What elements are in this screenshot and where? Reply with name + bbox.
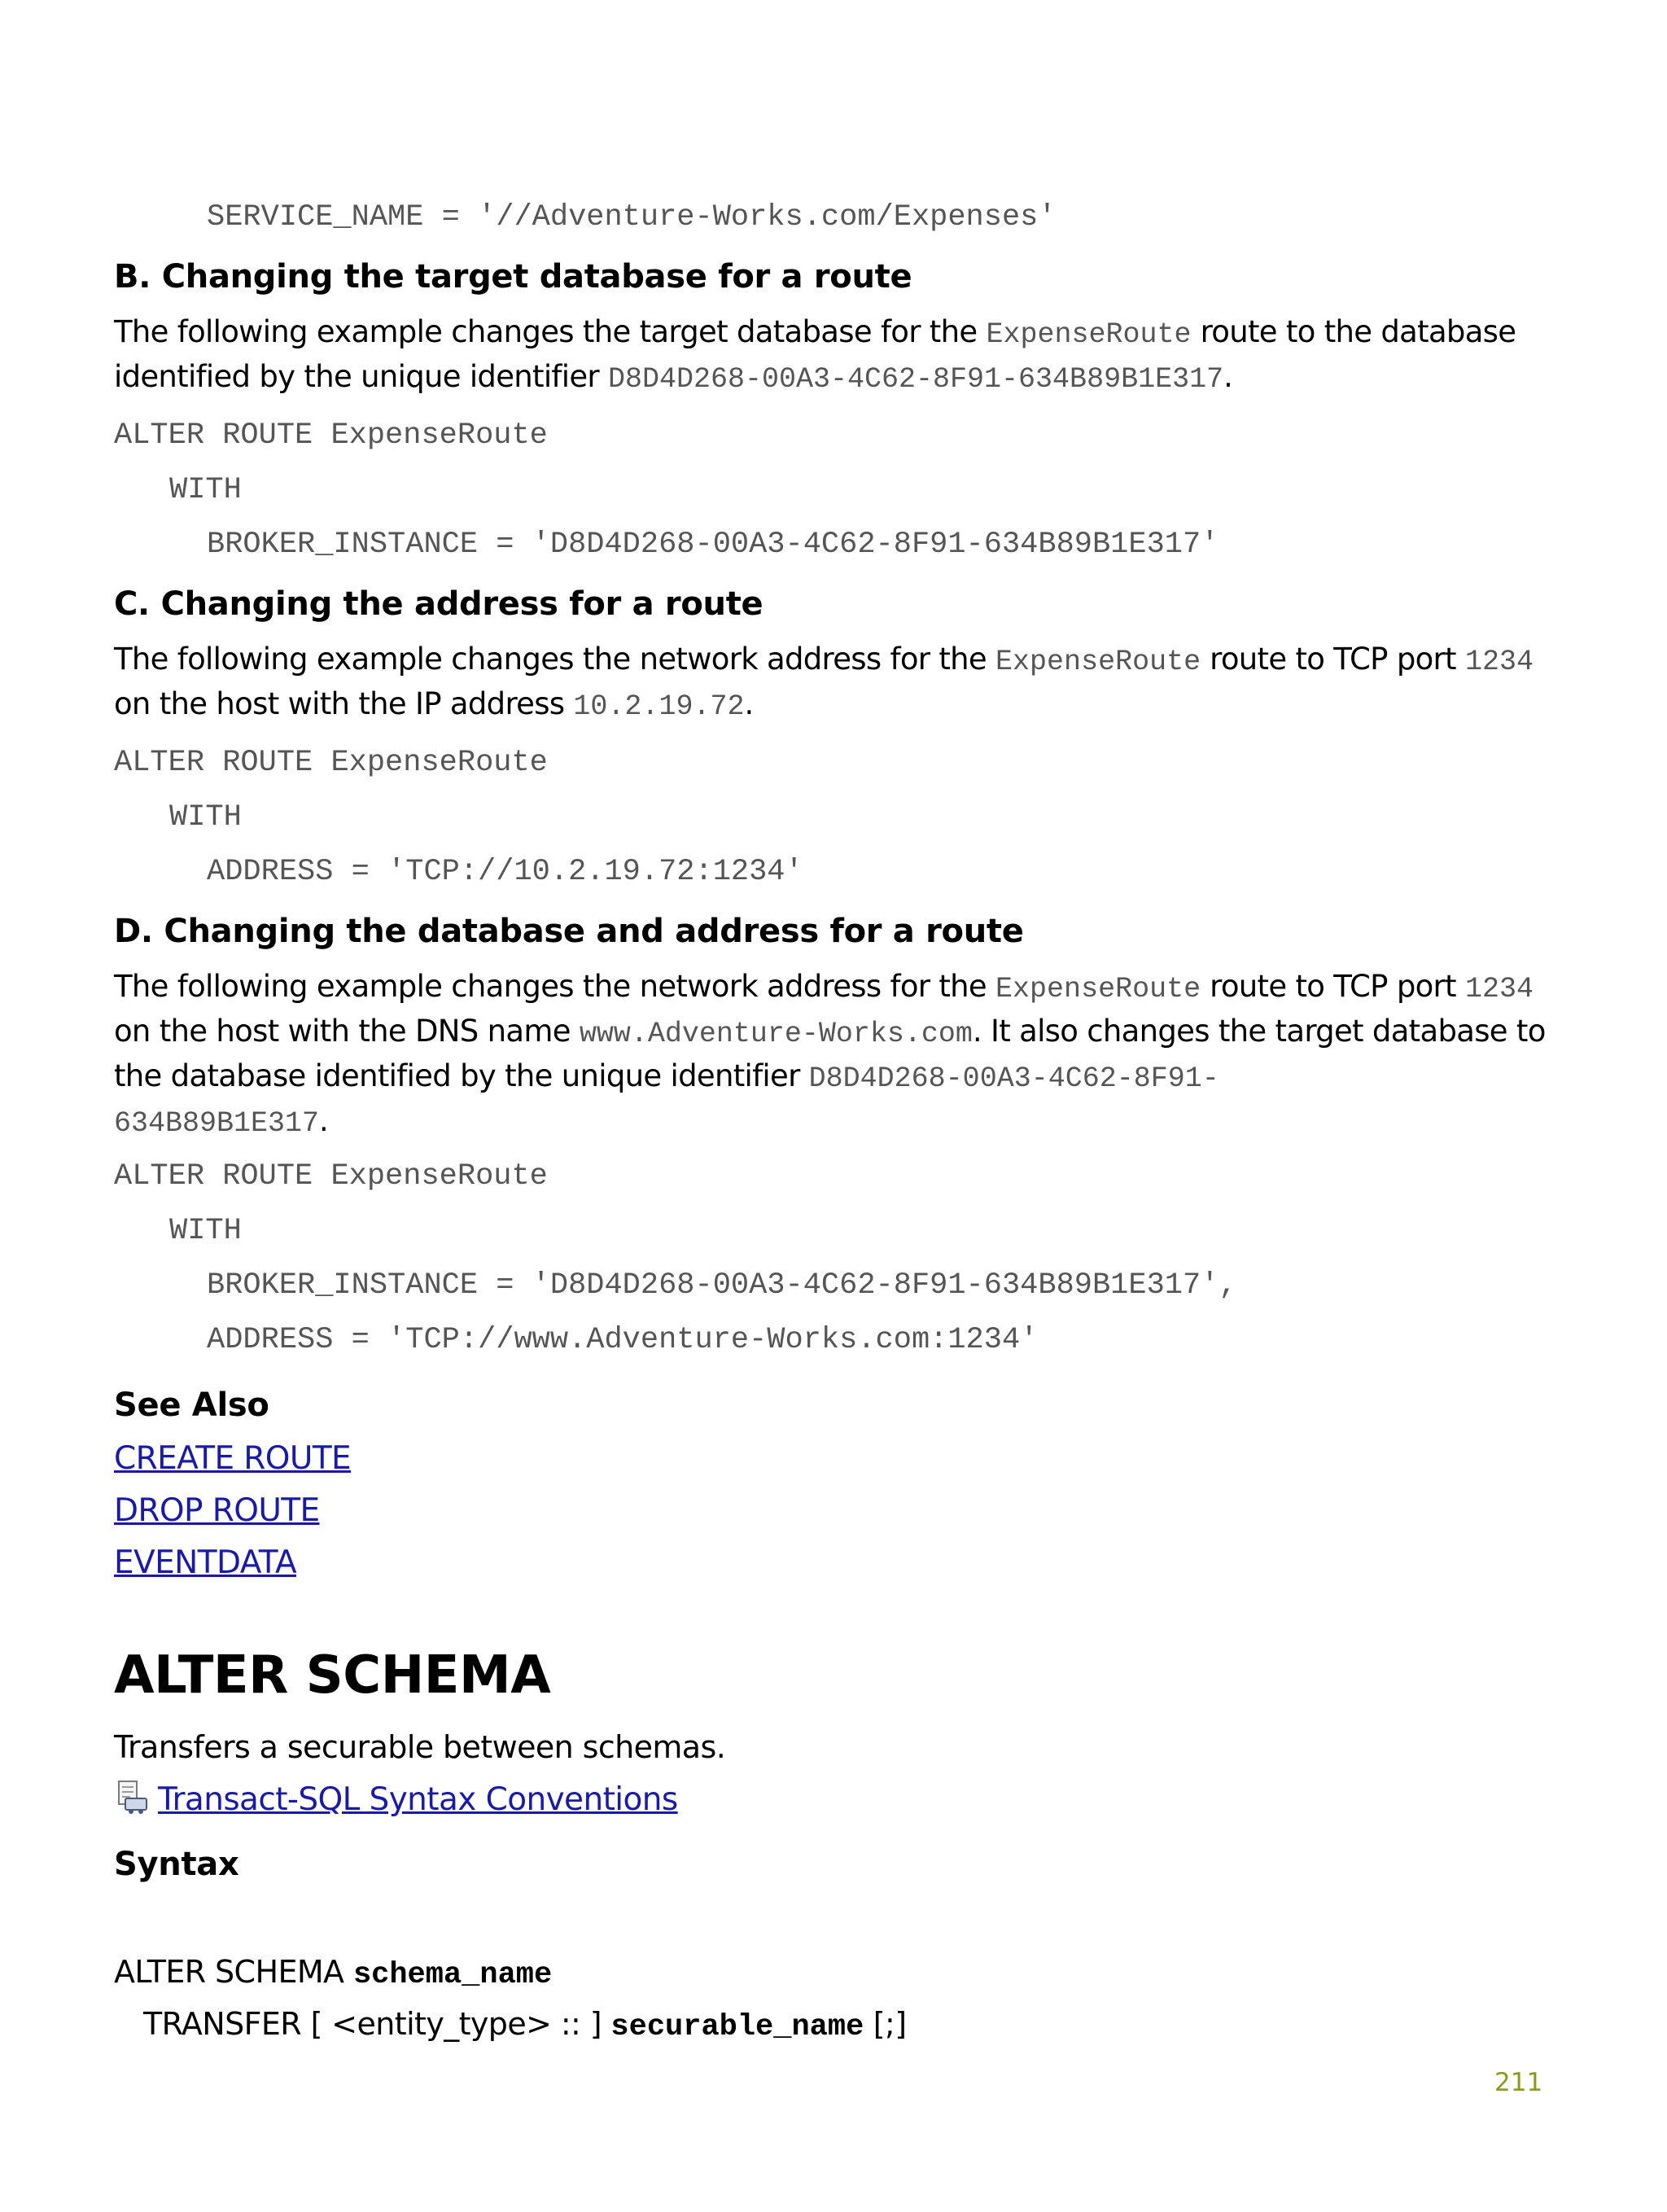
section-c-text-4: . bbox=[744, 686, 754, 721]
section-c-code-port: 1234 bbox=[1464, 646, 1534, 678]
section-b-code-line-2: WITH bbox=[169, 473, 242, 507]
syntax-line-2-end: [;] bbox=[864, 2006, 907, 2042]
syntax-heading: Syntax bbox=[114, 1846, 239, 1883]
section-d-paragraph bbox=[114, 966, 1547, 1145]
section-d-text-2: route to TCP port bbox=[1201, 969, 1465, 1004]
alter-schema-title: ALTER SCHEMA bbox=[114, 1645, 551, 1706]
section-d-code-dns: www.Adventure-Works.com bbox=[579, 1018, 973, 1050]
section-d-code-line-4: ADDRESS = 'TCP://www.Adventure-Works.com:1234' bbox=[207, 1323, 1039, 1357]
section-d-code-route: ExpenseRoute bbox=[995, 973, 1201, 1005]
link-drop-route[interactable]: DROP ROUTE bbox=[114, 1492, 320, 1529]
section-c-paragraph bbox=[114, 638, 1547, 728]
section-d-text-5: . bbox=[319, 1103, 329, 1138]
section-c-code-line-3: ADDRESS = 'TCP://10.2.19.72:1234' bbox=[207, 855, 803, 889]
section-d-code-line-1: ALTER ROUTE ExpenseRoute bbox=[114, 1159, 548, 1194]
syntax-arg-securable-name: securable_name bbox=[610, 2010, 864, 2044]
link-eventdata[interactable]: EVENTDATA bbox=[114, 1544, 297, 1581]
section-c-text-2: route to TCP port bbox=[1201, 642, 1465, 677]
syntax-line-2-text: TRANSFER [ <entity_type> :: ] bbox=[143, 2006, 611, 2042]
section-c-text-1: The following example changes the network address for the bbox=[114, 642, 996, 677]
section-c-text-3: on the host with the IP address bbox=[114, 686, 574, 721]
section-d-code-guid-a: D8D4D268-00A3-4C62-8F91- bbox=[808, 1062, 1219, 1095]
section-b-paragraph bbox=[114, 311, 1547, 401]
link-transact-sql-syntax-conventions[interactable]: Transact-SQL Syntax Conventions bbox=[158, 1781, 678, 1818]
section-b-text-1: The following example changes the target database for the bbox=[114, 314, 987, 349]
section-d-code-guid-b: 634B89B1E317 bbox=[114, 1107, 320, 1140]
section-c-code-ip: 10.2.19.72 bbox=[573, 690, 745, 723]
document-page bbox=[114, 0, 1563, 2212]
syntax-line-1 bbox=[114, 1949, 552, 1998]
page-number: 211 bbox=[1494, 2068, 1543, 2097]
section-c-code-route: ExpenseRoute bbox=[995, 646, 1201, 678]
section-b-code-route: ExpenseRoute bbox=[986, 318, 1192, 351]
alter-schema-description: Transfers a securable between schemas. bbox=[114, 1729, 726, 1765]
section-d-text-3: on the host with the DNS name bbox=[114, 1014, 580, 1049]
syntax-line-1-text: ALTER SCHEMA bbox=[114, 1954, 353, 1990]
section-c-heading: C. Changing the address for a route bbox=[114, 585, 763, 623]
section-b-text-2: route to the database identified by the unique identifier bbox=[114, 314, 1516, 394]
section-c-code-line-2: WITH bbox=[169, 800, 242, 834]
see-also-heading: See Also bbox=[114, 1386, 269, 1424]
code-line-service-name: SERVICE_NAME = '//Adventure-Works.com/Expenses' bbox=[207, 200, 1057, 234]
section-c-code-line-1: ALTER ROUTE ExpenseRoute bbox=[114, 746, 548, 780]
syntax-conventions-row bbox=[114, 1776, 678, 1823]
section-d-code-port: 1234 bbox=[1464, 973, 1534, 1005]
section-b-heading: B. Changing the target database for a route bbox=[114, 258, 912, 296]
section-b-text-3: . bbox=[1223, 359, 1233, 394]
section-d-code-line-3: BROKER_INSTANCE = 'D8D4D268-00A3-4C62-8F91-634B89B1E317', bbox=[207, 1268, 1237, 1303]
section-b-code-line-1: ALTER ROUTE ExpenseRoute bbox=[114, 418, 548, 453]
section-d-code-line-2: WITH bbox=[169, 1214, 242, 1248]
syntax-conventions-icon bbox=[114, 1779, 150, 1815]
section-d-heading: D. Changing the database and address for a route bbox=[114, 913, 1024, 950]
section-b-code-line-3: BROKER_INSTANCE = 'D8D4D268-00A3-4C62-8F91-634B89B1E317' bbox=[207, 528, 1219, 562]
section-d-text-4: . It also changes the target database to the database identified by the unique identifier bbox=[114, 1014, 1546, 1093]
section-b-code-guid: D8D4D268-00A3-4C62-8F91-634B89B1E317 bbox=[607, 363, 1224, 396]
syntax-arg-schema-name: schema_name bbox=[352, 1958, 553, 1992]
section-d-text-1: The following example changes the network address for the bbox=[114, 969, 996, 1004]
syntax-line-2 bbox=[143, 2001, 906, 2050]
link-create-route[interactable]: CREATE ROUTE bbox=[114, 1440, 352, 1477]
